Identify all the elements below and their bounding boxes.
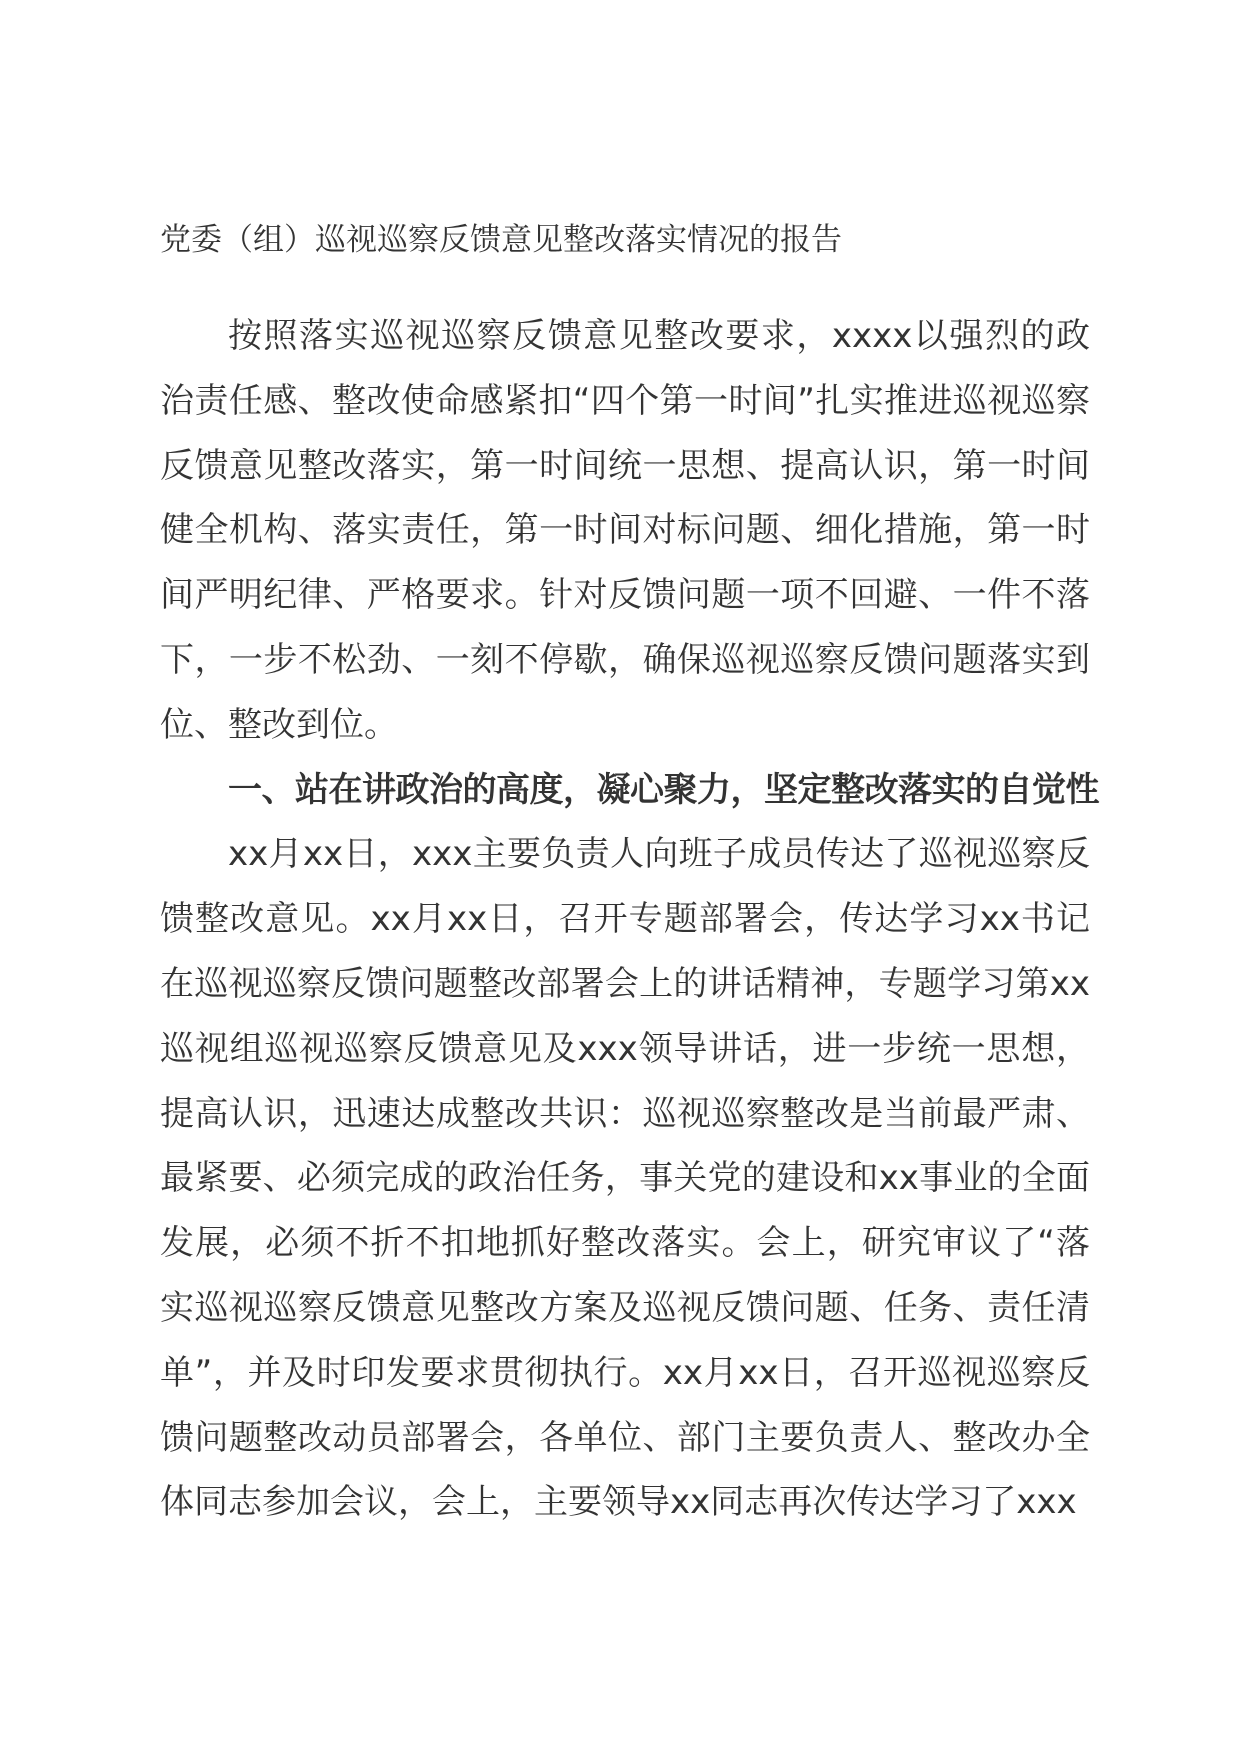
document-title: 党委（组）巡视巡察反馈意见整改落实情况的报告 — [160, 222, 842, 258]
section-heading-1: 一、站在讲政治的高度，凝心聚力，坚定整改落实的自觉性 — [228, 769, 1099, 810]
section-1-paragraph: xx月xx日，xxx主要负责人向班子成员传达了巡视巡察反馈整改意见。xx月xx日，召开专题部署会，传达学习xx书记在巡视巡察反馈问题整改部署会上的讲话精神，专题学习第xx巡视组巡视巡察反馈意见及xxx领导讲话，进一步统一思想，提高认识，迅速达成整改共识：巡视巡察整改是当前最严肃、最紧要、必须完成的政治任务，事关党的建设和xx事业的全面发展，必须不折不扣地抓好整改落实。会上，研究审议了“落实巡视巡察反馈意见整改方案及巡视反馈问题、任务、责任清单”，并及时印发要求贯彻执行。xx月xx日，召开巡视巡察反馈问题整改动员部署会，各单位、部门主要负责人、整改办全体同志参加会议，会上，主要领导xx同志再次传达学习了xxx — [160, 834, 1090, 1523]
intro-paragraph: 按照落实巡视巡察反馈意见整改要求，xxxx以强烈的政治责任感、整改使命感紧扣“四个第一时间”扎实推进巡视巡察反馈意见整改落实，第一时间统一思想、提高认识，第一时间健全机构、落实责任，第一时间对标问题、细化措施，第一时间严明纪律、严格要求。针对反馈问题一项不回避、一件不落下，一步不松劲、一刻不停歇，确保巡视巡察反馈问题落实到位、整改到位。 — [160, 316, 1090, 745]
document-body — [160, 218, 1099, 1535]
